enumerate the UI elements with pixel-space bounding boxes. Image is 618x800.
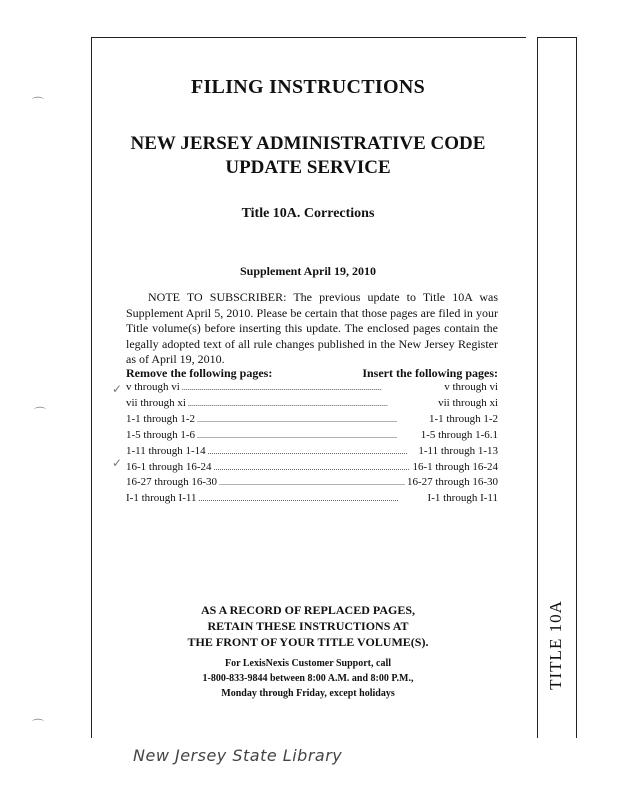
insert-range: 16-27 through 16-30 [406, 476, 498, 489]
support-line: For LexisNexis Customer Support, call [224, 658, 391, 669]
pages-list-header [126, 366, 498, 381]
insert-range: v through vi [444, 381, 498, 393]
subscriber-note-text: NOTE TO SUBSCRIBER: The previous update to Title 10A was Supplement April 5, 2010. Please be certain that those pages are filed in your Title volume(s) before inserting this update. The enclosed pages contain the legally adopted text of all rule changes published in the New Jersey Register as of April 19, 2010. [126, 290, 498, 366]
list-item [126, 491, 498, 507]
list-item [126, 460, 498, 476]
title-section-heading: Title 10A. Corrections [241, 206, 375, 221]
checkmark-icon: ✓ [112, 456, 123, 470]
hole-punch-mark-icon: ⌒ [34, 406, 47, 420]
list-item [126, 475, 498, 491]
record-line: THE FRONT OF YOUR TITLE VOLUME(S). [187, 635, 429, 649]
customer-support [91, 656, 525, 701]
hole-punch-mark-icon: ⌒ [32, 718, 45, 732]
remove-range: I-1 through I-11 [126, 492, 197, 505]
insert-range: 1-5 through 1-6.1 [420, 428, 498, 441]
remove-range: vii through xi [126, 396, 186, 409]
remove-range: 16-27 through 16-30 [126, 476, 218, 489]
leader-dots [208, 444, 417, 460]
insert-range: 16-1 through 16-24 [412, 460, 498, 473]
support-line: Monday through Friday, except holidays [221, 688, 395, 699]
leader-dots [197, 428, 419, 444]
insert-range: I-1 through I-11 [427, 492, 498, 505]
checkmark-icon: ✓ [112, 382, 123, 396]
leader-dots [198, 491, 425, 507]
leader-dots [214, 460, 411, 476]
remove-range: 1-1 through 1-2 [126, 412, 196, 425]
list-item [126, 428, 498, 444]
list-item [126, 412, 498, 428]
code-heading-line1: NEW JERSEY ADMINISTRATIVE CODE [130, 133, 486, 154]
leader-dots [219, 475, 405, 491]
insert-pages-header: Insert the following pages: [362, 366, 498, 380]
document-title: FILING INSTRUCTIONS [190, 76, 426, 98]
list-item [126, 380, 498, 396]
title-tab-label: TITLE 10A [546, 600, 566, 690]
list-item [126, 396, 498, 412]
insert-range: 1-11 through 1-13 [418, 444, 498, 457]
subscriber-note [126, 290, 498, 368]
support-line: 1-800-833-9844 between 8:00 A.M. and 8:00 P.M., [202, 673, 414, 684]
remove-range: 16-1 through 16-24 [126, 460, 212, 473]
leader-dots [188, 396, 436, 412]
code-heading [91, 132, 525, 180]
list-item [126, 444, 498, 460]
library-stamp: New Jersey State Library [133, 746, 343, 765]
remove-range: 1-5 through 1-6 [126, 428, 196, 441]
insert-range: vii through xi [438, 396, 498, 409]
title-tab [538, 590, 574, 700]
record-line: RETAIN THESE INSTRUCTIONS AT [207, 619, 409, 633]
remove-range: 1-11 through 1-14 [126, 444, 206, 457]
code-heading-line2: UPDATE SERVICE [225, 157, 391, 178]
supplement-date: Supplement April 19, 2010 [239, 264, 377, 278]
insert-range: 1-1 through 1-2 [428, 412, 498, 425]
leader-dots [197, 412, 427, 428]
remove-pages-header: Remove the following pages: [126, 366, 273, 380]
record-line: AS A RECORD OF REPLACED PAGES, [200, 603, 416, 617]
pages-list [126, 380, 498, 507]
record-instructions [91, 602, 525, 650]
hole-punch-mark-icon: ⌒ [32, 96, 45, 110]
remove-range: v through vi [126, 381, 180, 393]
leader-dots [182, 380, 442, 396]
